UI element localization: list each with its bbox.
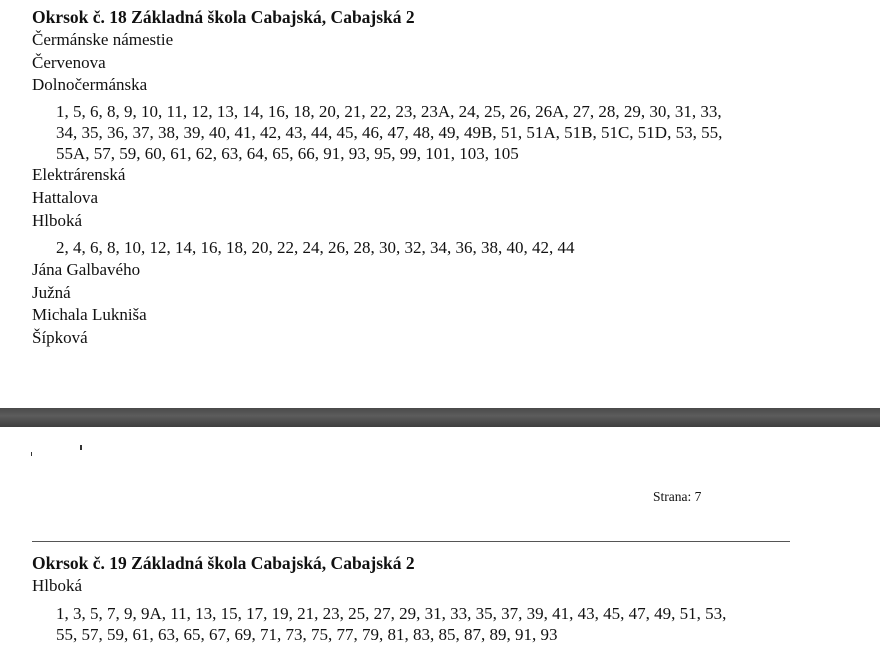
- page-number: Strana: 7: [653, 489, 702, 504]
- house-numbers-line: 1, 3, 5, 7, 9, 9A, 11, 13, 15, 17, 19, 21, 23, 25, 27, 29, 31, 33, 35, 37, 39, 41, 43, 45, 47, 49, 51, 53,: [56, 604, 727, 623]
- section-19-heading: Okrsok č. 19 Základná škola Cabajská, Cabajská 2: [32, 553, 415, 573]
- house-numbers-dolnocermanska: [56, 101, 722, 164]
- house-numbers-hlboka: [56, 603, 726, 645]
- house-numbers-line: 55, 57, 59, 61, 63, 65, 67, 69, 71, 73, 75, 77, 79, 81, 83, 85, 87, 89, 91, 93: [56, 625, 558, 644]
- house-numbers-line: 2, 4, 6, 8, 10, 12, 14, 16, 18, 20, 22, 24, 26, 28, 30, 32, 34, 36, 38, 40, 42, 44: [56, 238, 575, 257]
- page-divider: [0, 408, 880, 427]
- scan-speck: [80, 445, 82, 450]
- house-numbers-line: 34, 35, 36, 37, 38, 39, 40, 41, 42, 43, 44, 45, 46, 47, 48, 49, 49B, 51, 51A, 51B, 51C, 51D, 53, 55,: [56, 123, 723, 142]
- section-18-heading: Okrsok č. 18 Základná škola Cabajská, Cabajská 2: [32, 7, 415, 27]
- street-hattalova: Hattalova: [32, 188, 99, 207]
- street-michala-luknisa: Michala Lukniša: [32, 305, 147, 324]
- street-hlboka: Hlboká: [32, 576, 83, 595]
- header-rule: [32, 541, 790, 542]
- street-dolnocermanska: Dolnočermánska: [32, 75, 148, 94]
- house-numbers-line: 55A, 57, 59, 60, 61, 62, 63, 64, 65, 66, 91, 93, 95, 99, 101, 103, 105: [56, 144, 519, 163]
- street-cervenova: Červenova: [32, 53, 106, 72]
- street-sipkova: Šípková: [32, 328, 88, 347]
- house-numbers-line: 1, 5, 6, 8, 9, 10, 11, 12, 13, 14, 16, 18, 20, 21, 22, 23, 23A, 24, 25, 26, 26A, 27, 28, 29, 30, 31, 33,: [56, 102, 722, 121]
- street-elektrarenska: Elektrárenská: [32, 165, 126, 184]
- street-juzna: Južná: [32, 283, 71, 302]
- street-jana-galbaveho: Jána Galbavého: [32, 260, 141, 279]
- street-cermanske-namestie: Čermánske námestie: [32, 30, 174, 49]
- house-numbers-hlboka: [56, 237, 575, 258]
- scan-speck: [31, 452, 32, 456]
- street-hlboka: Hlboká: [32, 211, 83, 230]
